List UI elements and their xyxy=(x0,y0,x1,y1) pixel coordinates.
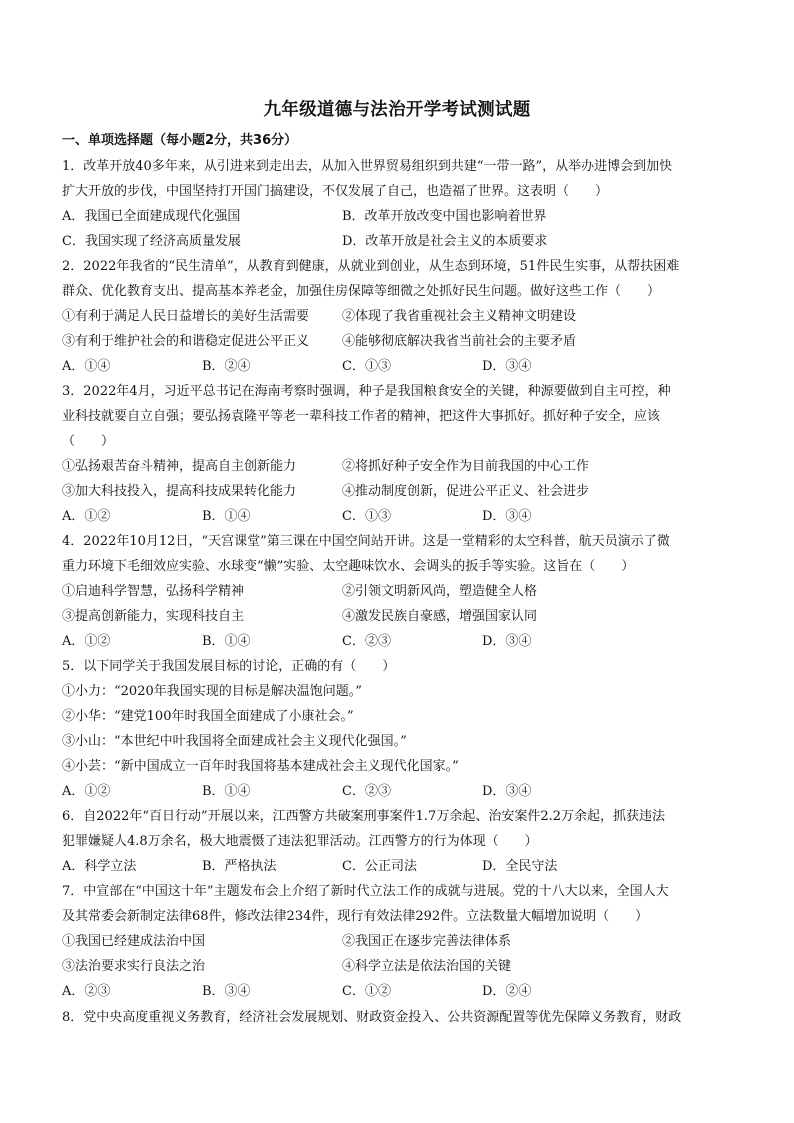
question-3-option-d: D．③④ xyxy=(482,509,532,524)
question-4-option-b: B．①④ xyxy=(202,634,251,649)
question-7-option-a: A．②③ xyxy=(62,984,111,999)
question-5-stem: 5．以下同学关于我国发展目标的讨论，正确的有（ ） xyxy=(62,659,396,674)
question-3-statement-3: ③加大科技投入，提高科技成果转化能力 xyxy=(62,484,297,499)
question-4-option-d: D．③④ xyxy=(482,634,532,649)
question-3-stem-line-2: 业科技就要自立自强；要弘扬袁隆平等老一辈科技工作者的精神，把这件大事抓好。抓好种子安全，应该 xyxy=(62,409,661,424)
question-6-stem-line-1: 6．自2022年“百日行动”开展以来，江西警方共破案刑事案件1.7万余起、治安案件2.2万余起，抓获违法 xyxy=(62,809,665,824)
exam-title: 九年级道德与法治开学考试测试题 xyxy=(263,100,531,120)
question-1-option-d: D．改革开放是社会主义的本质要求 xyxy=(342,234,548,249)
question-7-statement-4: ④科学立法是依法治国的关键 xyxy=(342,959,512,974)
question-3-statement-4: ④推动制度创新，促进公平正义、社会进步 xyxy=(342,484,590,499)
question-1-stem-line-1: 1．改革开放40多年来，从引进来到走出去，从加入世界贸易组织到共建“一带一路”，从举办进博会到加快 xyxy=(62,159,673,174)
question-1-option-a: A．我国已全面建成现代化强国 xyxy=(62,209,241,224)
question-1-option-c: C．我国实现了经济高质量发展 xyxy=(62,234,241,249)
question-1-option-b: B．改革开放改变中国也影响着世界 xyxy=(342,209,547,224)
question-4-statement-1: ①启迪科学智慧，弘扬科学精神 xyxy=(62,584,245,599)
question-4-statement-2: ②引领文明新风尚，塑造健全人格 xyxy=(342,584,538,599)
question-5-option-b: B．①④ xyxy=(202,784,251,799)
question-4-option-c: C．②③ xyxy=(342,634,391,649)
question-2-stem-line-2: 群众、优化教育支出、提高基本养老金，加强住房保障等细微之处抓好民生问题。做好这些工作（ ） xyxy=(62,284,661,299)
question-2-option-c: C．①③ xyxy=(342,359,391,374)
question-6-stem-line-2: 犯罪嫌疑人4.8万余名，极大地震慑了违法犯罪活动。江西警方的行为体现（ ） xyxy=(62,834,538,849)
question-7-stem-line-1: 7．中宣部在“中国这十年”主题发布会上介绍了新时代立法工作的成就与进展。党的十八大以来，全国人大 xyxy=(62,884,669,899)
question-6-option-d: D．全民守法 xyxy=(482,859,558,874)
question-4-stem-line-2: 重力环境下毛细效应实验、水球变“懒”实验、太空趣味饮水、会调头的扳手等实验。这旨在（ ） xyxy=(62,559,635,574)
question-2-statement-3: ③有利于维护社会的和谐稳定促进公平正义 xyxy=(62,334,310,349)
question-3-option-c: C．①③ xyxy=(342,509,391,524)
question-5-option-d: D．③④ xyxy=(482,784,532,799)
question-5-option-a: A．①② xyxy=(62,784,111,799)
question-7-statement-3: ③法治要求实行良法之治 xyxy=(62,959,206,974)
question-2-option-b: B．②④ xyxy=(202,359,251,374)
question-7-option-c: C．①② xyxy=(342,984,391,999)
question-6-option-c: C．公正司法 xyxy=(342,859,417,874)
question-4-stem-line-1: 4．2022年10月12日，“天宫课堂”第三课在中国空间站开讲。这是一堂精彩的太空科普，航天员演示了微 xyxy=(62,534,670,549)
question-7-statement-1: ①我国已经建成法治中国 xyxy=(62,934,206,949)
question-5-option-c: C．②③ xyxy=(342,784,391,799)
question-3-stem-line-3: （ ） xyxy=(62,434,115,449)
question-1-stem-line-2: 扩大开放的步伐，中国坚持打开国门搞建设，不仅发展了自己，也造福了世界。这表明（ ） xyxy=(62,184,609,199)
question-7-statement-2: ②我国正在逐步完善法律体系 xyxy=(342,934,512,949)
question-7-option-b: B．③④ xyxy=(202,984,251,999)
question-6-option-b: B．严格执法 xyxy=(202,859,277,874)
question-3-statement-2: ②将抓好种子安全作为目前我国的中心工作 xyxy=(342,459,590,474)
question-3-option-b: B．①④ xyxy=(202,509,251,524)
question-7-stem-line-2: 及其常委会新制定法律68件，修改法律234件，现行有效法律292件。立法数量大幅增加说明（ ） xyxy=(62,909,649,924)
question-2-option-a: A．①④ xyxy=(62,359,111,374)
question-3-statement-1: ①弘扬艰苦奋斗精神，提高自主创新能力 xyxy=(62,459,297,474)
question-3-option-a: A．①② xyxy=(62,509,111,524)
question-2-option-d: D．③④ xyxy=(482,359,532,374)
question-5-statement-4: ④小芸：“新中国成立一百年时我国将基本建成社会主义现代化国家。” xyxy=(62,759,459,774)
question-6-option-a: A．科学立法 xyxy=(62,859,137,874)
question-5-statement-2: ②小华：“建党100年时我国全面建成了小康社会。” xyxy=(62,709,354,724)
question-5-statement-3: ③小山：“本世纪中叶我国将全面建成社会主义现代化强国。” xyxy=(62,734,407,749)
question-8-stem-line-1: 8．党中央高度重视义务教育，经济社会发展规划、财政资金投入、公共资源配置等优先保障义务教育，财政 xyxy=(62,1010,682,1025)
section-heading: 一、单项选择题（每小题2分，共36分） xyxy=(62,133,298,148)
question-4-statement-3: ③提高创新能力，实现科技自主 xyxy=(62,609,245,624)
question-5-statement-1: ①小力：“2020年我国实现的目标是解决温饱问题。” xyxy=(62,684,362,699)
question-3-stem-line-1: 3．2022年4月，习近平总书记在海南考察时强调，种子是我国粮食安全的关键，种源要做到自主可控，种 xyxy=(62,384,671,399)
question-2-statement-2: ②体现了我省重视社会主义精神文明建设 xyxy=(342,309,577,324)
question-2-statement-4: ④能够彻底解决我省当前社会的主要矛盾 xyxy=(342,334,577,349)
question-7-option-d: D．②④ xyxy=(482,984,532,999)
question-2-stem-line-1: 2．2022年我省的“民生清单”，从教育到健康，从就业到创业，从生态到环境，51件民生实事，从帮扶困难 xyxy=(62,259,680,274)
question-4-statement-4: ④激发民族自豪感，增强国家认同 xyxy=(342,609,538,624)
question-2-statement-1: ①有利于满足人民日益增长的美好生活需要 xyxy=(62,309,310,324)
question-4-option-a: A．①② xyxy=(62,634,111,649)
